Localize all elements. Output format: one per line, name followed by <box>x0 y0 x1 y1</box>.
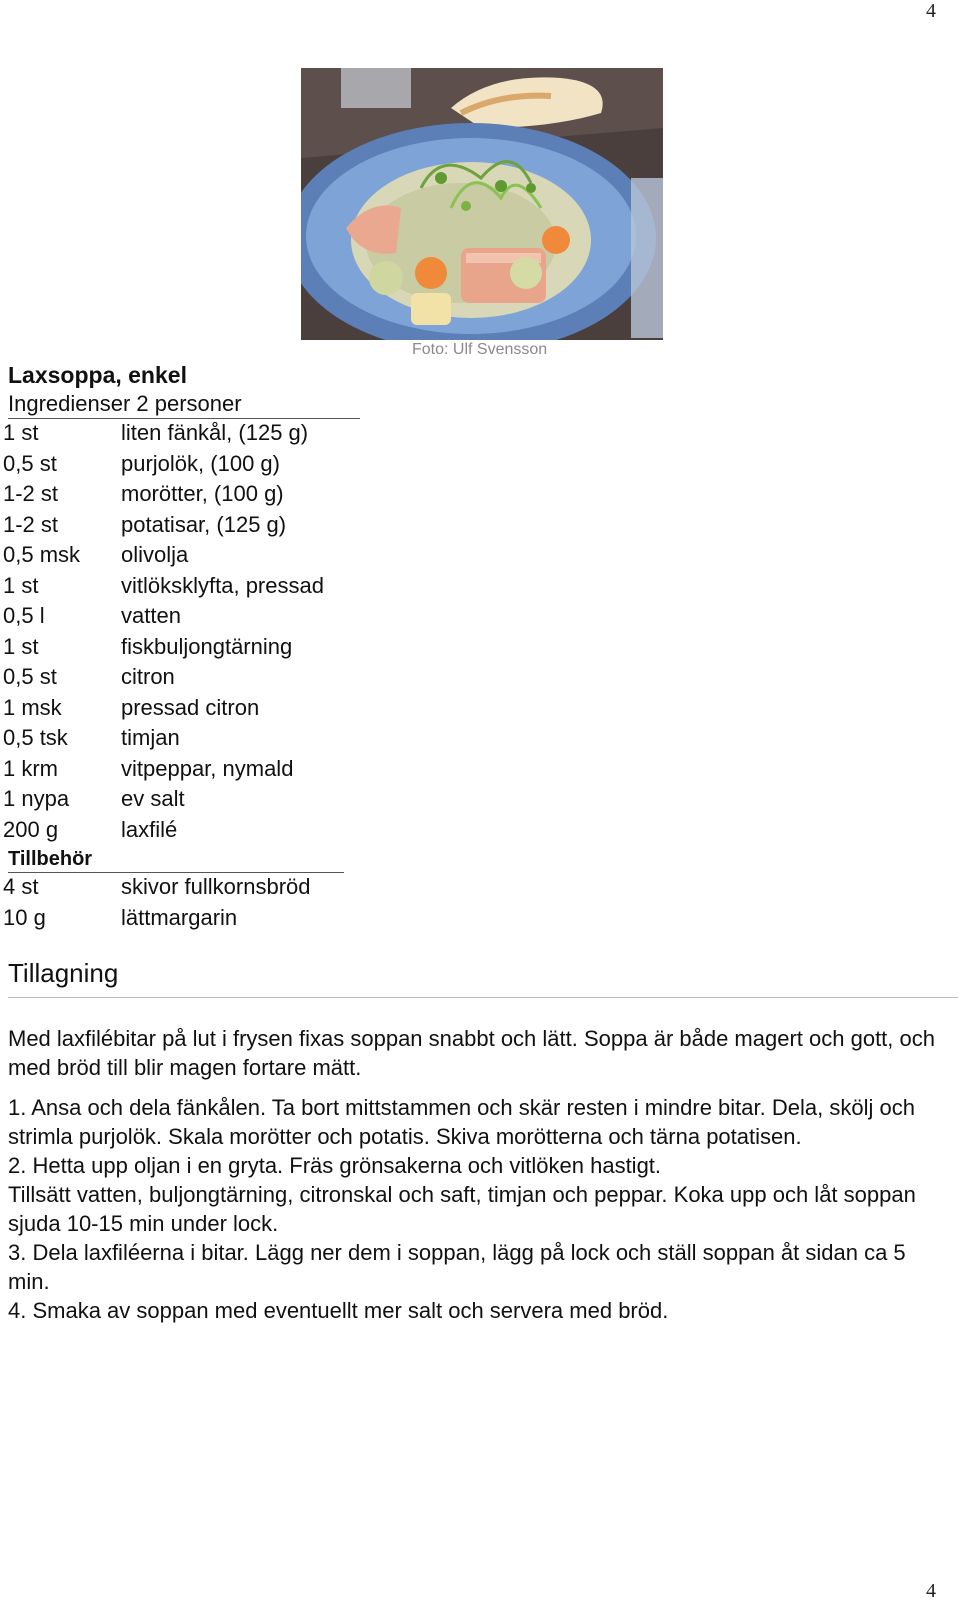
ingredient-amount: 1-2 st <box>3 481 59 506</box>
ingredient-amount: 1 nypa <box>3 786 70 811</box>
preparation-step: 4. Smaka av soppan med eventuellt mer salt och servera med bröd. <box>8 1298 669 1323</box>
ingredient-name: purjolök, (100 g) <box>121 450 280 476</box>
ingredient-name: vatten <box>121 603 181 628</box>
ingredient-name: potatisar, (125 g) <box>121 511 287 537</box>
ingredient-amount: 200 g <box>3 816 59 842</box>
ingredient-name: vitlöksklyfta, pressad <box>121 572 324 598</box>
page-number-bottom: 4 <box>926 1580 936 1602</box>
preparation-step: 2. Hetta upp oljan i en gryta. Fräs grönsakerna och vitlöken hastigt. <box>8 1153 662 1178</box>
preparation-text <box>8 1024 953 1325</box>
ingredient-amount: 1-2 st <box>3 511 59 537</box>
ingredient-amount: 1 msk <box>3 694 62 720</box>
soup-photo <box>301 68 663 340</box>
page-number-top: 4 <box>926 0 936 22</box>
ingredient-amount: 0,5 st <box>3 450 57 476</box>
photo-credit: Foto: Ulf Svensson <box>412 341 548 358</box>
accessories-heading: Tillbehör <box>8 848 344 873</box>
ingredient-name: ev salt <box>121 786 185 811</box>
ingredient-amount: 0,5 msk <box>3 542 81 567</box>
ingredient-name: liten fänkål, (125 g) <box>121 420 309 445</box>
accessory-name: lättmargarin <box>121 904 238 930</box>
ingredient-amount: 0,5 st <box>3 664 57 689</box>
accessory-amount: 10 g <box>3 904 46 930</box>
preparation-step: Tillsätt vatten, buljongtärning, citronskal och saft, timjan och peppar. Koka upp och låt soppan sjuda 10-15 min under lock. <box>8 1182 916 1236</box>
ingredient-name: timjan <box>121 725 180 750</box>
preparation-step: 3. Dela laxfiléerna i bitar. Lägg ner dem i soppan, lägg på lock och ställ soppan åt sidan ca 5 min. <box>8 1240 906 1294</box>
soup-bowl-illustration <box>301 68 663 340</box>
ingredient-name: pressad citron <box>121 694 260 720</box>
ingredient-amount: 0,5 tsk <box>3 725 68 750</box>
accessory-name: skivor fullkornsbröd <box>121 874 311 899</box>
ingredients-subtitle: Ingredienser 2 personer <box>8 391 360 419</box>
ingredient-name: olivolja <box>121 542 189 567</box>
ingredient-name: morötter, (100 g) <box>121 481 284 506</box>
ingredient-amount: 1 st <box>3 420 39 445</box>
ingredient-amount: 1 st <box>3 633 39 659</box>
preparation-heading: Tillagning <box>8 958 958 998</box>
ingredient-amount: 0,5 l <box>3 603 45 628</box>
recipe-title: Laxsoppa, enkel <box>8 362 187 388</box>
ingredient-name: vitpeppar, nymald <box>121 755 294 781</box>
ingredient-amount: 1 st <box>3 572 39 598</box>
ingredient-amount: 1 krm <box>3 755 58 781</box>
ingredient-name: fiskbuljongtärning <box>121 633 293 659</box>
preparation-step: 1. Ansa och dela fänkålen. Ta bort mittstammen och skär resten i mindre bitar. Dela, skölj och strimla purjolök. Skala morötter och potatis. Skiva morötterna och tärna potatisen. <box>8 1095 915 1149</box>
preparation-intro: Med laxfilébitar på lut i frysen fixas soppan snabbt och lätt. Soppa är både magert och gott, och med bröd till blir magen fortare mätt. <box>8 1026 935 1080</box>
ingredient-name: citron <box>121 664 175 689</box>
accessory-amount: 4 st <box>3 874 39 899</box>
ingredient-name: laxfilé <box>121 816 178 842</box>
